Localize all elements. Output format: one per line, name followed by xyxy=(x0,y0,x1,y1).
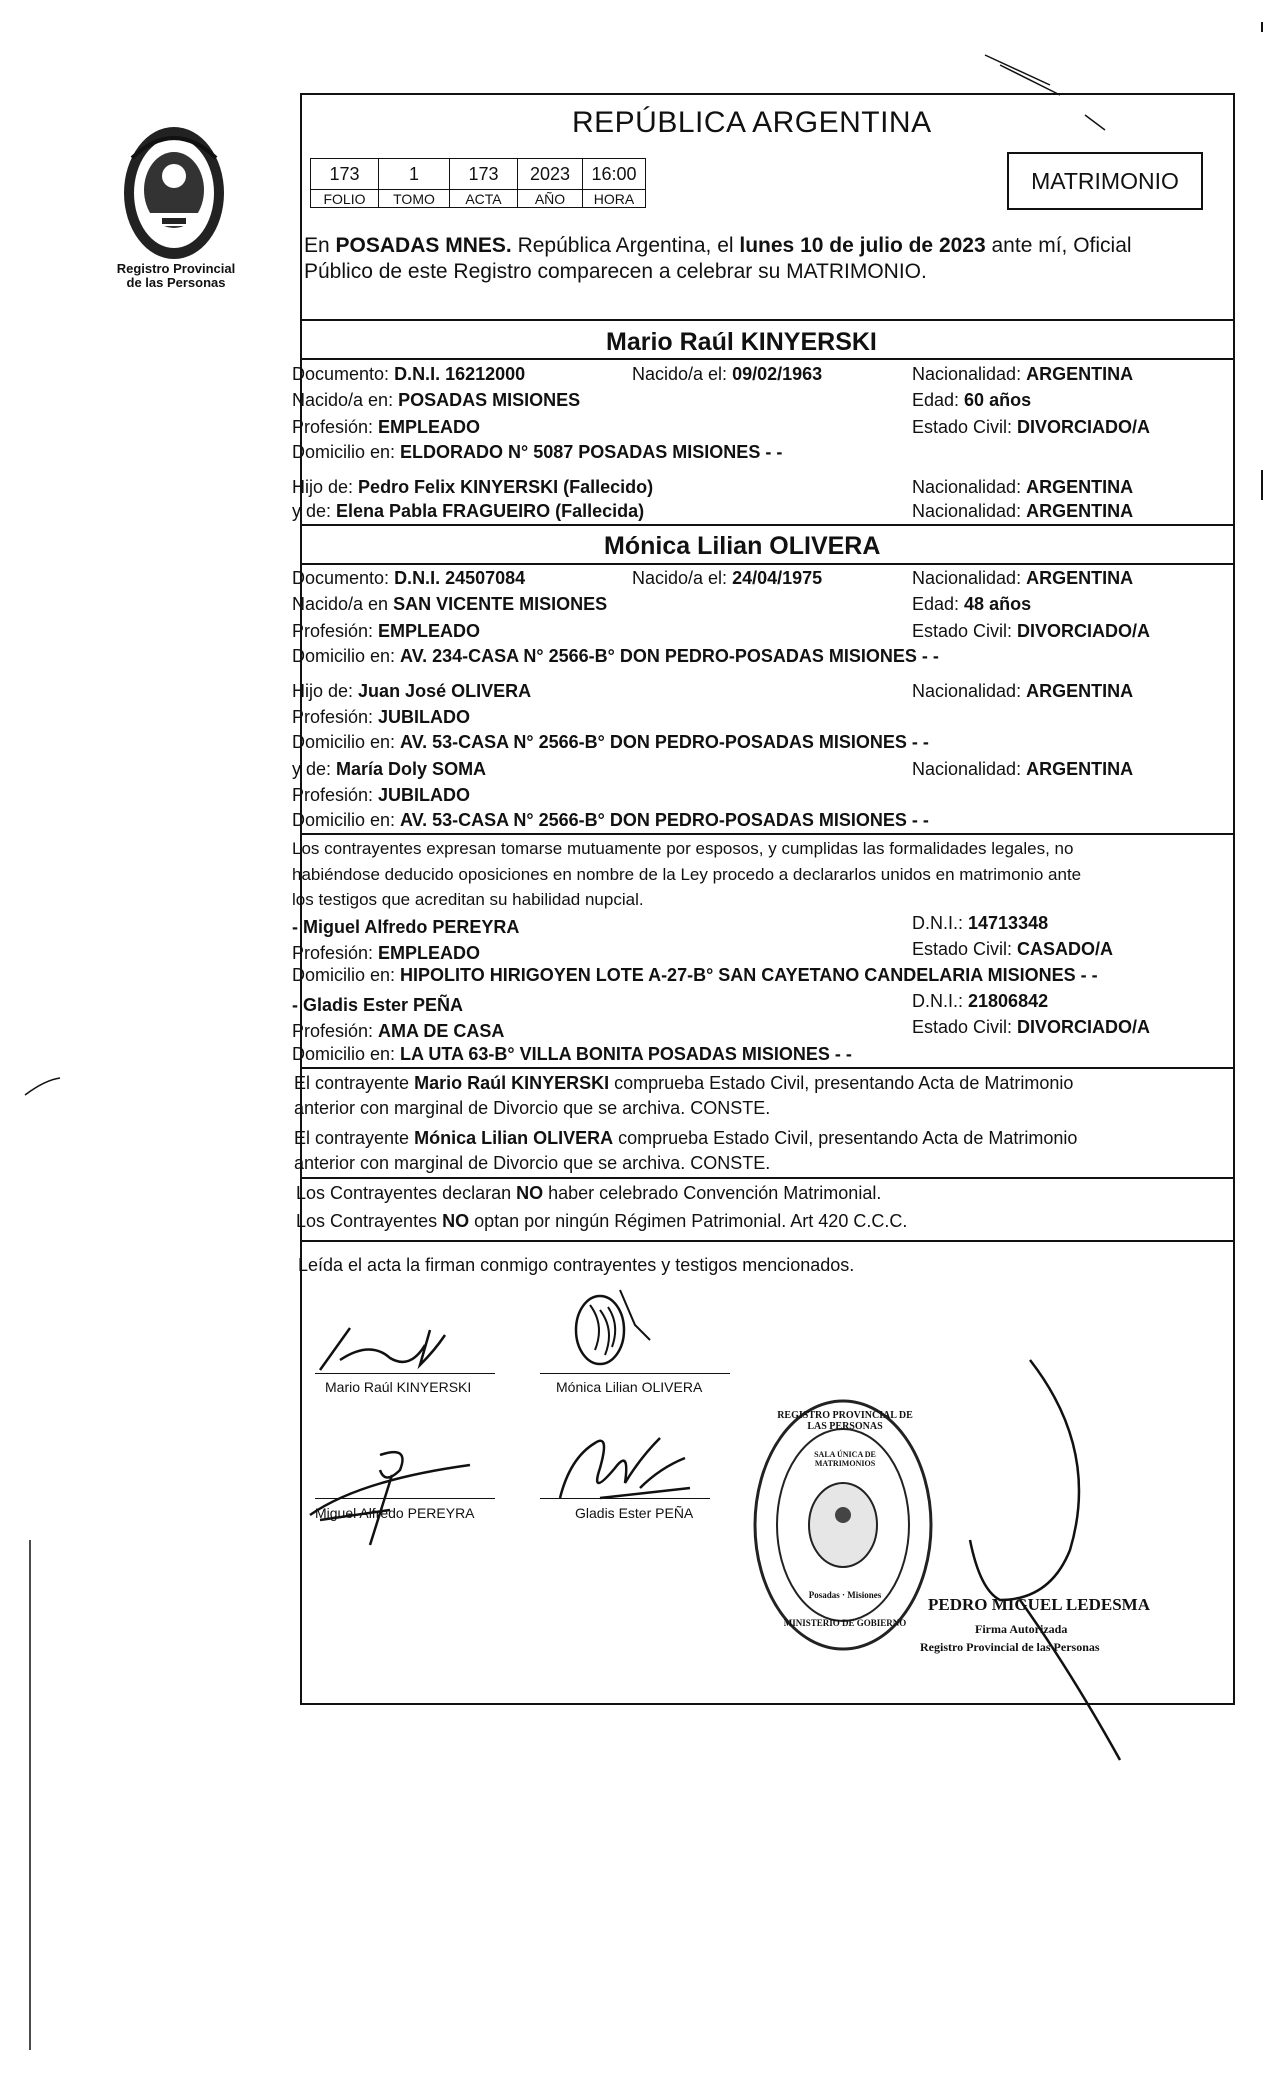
spouse1-address: Domicilio en: ELDORADO N° 5087 POSADAS MISIONES - - xyxy=(292,442,783,462)
regime-line-1: Los Contrayentes declaran NO haber celebrado Convención Matrimonial. xyxy=(296,1183,882,1203)
spouse1-name: Mario Raúl KINYERSKI xyxy=(606,328,877,356)
note2-line-1: El contrayente Mónica Lilian OLIVERA comprueba Estado Civil, presentando Acta de Matrimonio xyxy=(294,1128,1078,1148)
spouse1-age: Edad: 60 años xyxy=(912,390,1032,410)
spouse1-father-nationality: Nacionalidad: ARGENTINA xyxy=(912,477,1134,497)
spouse1-birthplace: Nacido/a en: POSADAS MISIONES xyxy=(292,390,581,410)
seal-city-text: Posadas · Misiones xyxy=(808,1590,882,1600)
seal-outer-text: REGISTRO PROVINCIAL DE LAS PERSONAS xyxy=(777,1410,913,1432)
closing-statement: Leída el acta la firman conmigo contrayentes y testigos mencionados. xyxy=(298,1255,855,1275)
signature-name-2: Mónica Lilian OLIVERA xyxy=(556,1379,703,1395)
folio-value: 173 xyxy=(311,159,379,190)
spouse2-document: Documento: D.N.I. 24507084 xyxy=(292,568,526,588)
spouse2-mother-address: Domicilio en: AV. 53-CASA N° 2566-B° DON PEDRO-POSADAS MISIONES - - xyxy=(292,810,929,830)
spouse2-name: Mónica Lilian OLIVERA xyxy=(604,532,881,560)
witness2-name: - Gladis Ester PEÑA xyxy=(292,995,464,1015)
spouse2-mother-nationality: Nacionalidad: ARGENTINA xyxy=(912,759,1134,779)
intro-place: POSADAS MNES. xyxy=(335,234,512,257)
spouse2-father-address: Domicilio en: AV. 53-CASA N° 2566-B° DON PEDRO-POSADAS MISIONES - - xyxy=(292,732,929,752)
tomo-label: TOMO xyxy=(379,190,450,208)
officer-office: Registro Provincial de las Personas xyxy=(920,1640,1100,1654)
regime-line-2: Los Contrayentes NO optan por ningún Régimen Patrimonial. Art 420 C.C.C. xyxy=(296,1211,908,1231)
spouse2-nationality: Nacionalidad: ARGENTINA xyxy=(912,568,1134,588)
seal-bottom-text: MINISTERIO DE GOBIERNO xyxy=(783,1618,907,1628)
witness1-civil-status: Estado Civil: CASADO/A xyxy=(912,939,1114,959)
hora-label: HORA xyxy=(583,190,646,208)
spouse2-address: Domicilio en: AV. 234-CASA N° 2566-B° DON PEDRO-POSADAS MISIONES - - xyxy=(292,646,939,666)
signature-name-1: Mario Raúl KINYERSKI xyxy=(325,1379,472,1395)
folio-label: FOLIO xyxy=(311,190,379,208)
witness1-profession: Profesión: EMPLEADO xyxy=(292,943,481,963)
witness2-dni: D.N.I.: 21806842 xyxy=(912,991,1049,1011)
spouse2-civil-status: Estado Civil: DIVORCIADO/A xyxy=(912,621,1151,641)
acta-label: ACTA xyxy=(450,190,518,208)
anio-value: 2023 xyxy=(518,159,583,190)
witness1-address: Domicilio en: HIPOLITO HIRIGOYEN LOTE A-27-B° SAN CAYETANO CANDELARIA MISIONES - - xyxy=(292,965,1098,985)
seal-inner-text: SALA ÚNICA DE MATRIMONIOS xyxy=(814,1450,876,1468)
spouse1-mother-nationality: Nacionalidad: ARGENTINA xyxy=(912,501,1134,521)
tomo-value: 1 xyxy=(379,159,450,190)
declaration-line-3: los testigos que acreditan su habilidad nupcial. xyxy=(292,890,644,909)
spouse2-father-profession: Profesión: JUBILADO xyxy=(292,707,471,727)
anio-label: AÑO xyxy=(518,190,583,208)
signature-name-4: Gladis Ester PEÑA xyxy=(575,1505,694,1521)
signature-name-3: Miguel Alfredo PEREYRA xyxy=(315,1505,475,1521)
declaration-line-1: Los contrayentes expresan tomarse mutuamente por esposos, y cumplidas las formalidades legales, no xyxy=(292,839,1074,858)
spouse2-age: Edad: 48 años xyxy=(912,594,1032,614)
spouse2-mother-profession: Profesión: JUBILADO xyxy=(292,785,471,805)
spouse2-profession: Profesión: EMPLEADO xyxy=(292,621,481,641)
witness2-address: Domicilio en: LA UTA 63-B° VILLA BONITA POSADAS MISIONES - - xyxy=(292,1044,852,1064)
intro-date: lunes 10 de julio de 2023 xyxy=(739,234,986,257)
witness1-name: - Miguel Alfredo PEREYRA xyxy=(292,917,520,937)
spouse1-civil-status: Estado Civil: DIVORCIADO/A xyxy=(912,417,1151,437)
intro-line-1: En POSADAS MNES. República Argentina, el lunes 10 de julio de 2023 ante mí, Oficial xyxy=(304,234,1132,257)
logo-caption-line1: Registro Provincial xyxy=(116,261,236,276)
declaration-line-2: habiéndose deducido oposiciones en nombre de la Ley procedo a declararlos unidos en matrimonio ante xyxy=(292,865,1082,884)
note1-line-2: anterior con marginal de Divorcio que se archiva. CONSTE. xyxy=(294,1098,771,1118)
note2-line-2: anterior con marginal de Divorcio que se archiva. CONSTE. xyxy=(294,1153,771,1173)
spouse1-profession: Profesión: EMPLEADO xyxy=(292,417,481,437)
spouse2-father-nationality: Nacionalidad: ARGENTINA xyxy=(912,681,1134,701)
witness2-profession: Profesión: AMA DE CASA xyxy=(292,1021,505,1041)
officer-name: PEDRO MIGUEL LEDESMA xyxy=(928,1595,1150,1614)
spouse1-mother: y de: Elena Pabla FRAGUEIRO (Fallecida) xyxy=(292,501,645,521)
hora-value: 16:00 xyxy=(583,159,646,190)
document-title: REPÚBLICA ARGENTINA xyxy=(572,106,932,139)
witness2-civil-status: Estado Civil: DIVORCIADO/A xyxy=(912,1017,1151,1037)
officer-role: Firma Autorizada xyxy=(975,1622,1068,1636)
spouse2-birthplace: Nacido/a en SAN VICENTE MISIONES xyxy=(292,594,608,614)
document-type-box: MATRIMONIO xyxy=(1007,152,1203,210)
witness1-dni: D.N.I.: 14713348 xyxy=(912,913,1049,933)
spouse1-document: Documento: D.N.I. 16212000 xyxy=(292,364,526,384)
spouse1-father: Hijo de: Pedro Felix KINYERSKI (Fallecido) xyxy=(292,477,654,497)
intro-line-2: Público de este Registro comparecen a celebrar su MATRIMONIO. xyxy=(304,260,927,283)
spouse2-father: Hijo de: Juan José OLIVERA xyxy=(292,681,532,701)
spouse1-nationality: Nacionalidad: ARGENTINA xyxy=(912,364,1134,384)
acta-value: 173 xyxy=(450,159,518,190)
logo-caption-line2: de las Personas xyxy=(126,275,226,290)
spouse2-mother: y de: María Doly SOMA xyxy=(292,759,487,779)
spouse2-birthdate: Nacido/a el: 24/04/1975 xyxy=(632,568,823,588)
spouse1-birthdate: Nacido/a el: 09/02/1963 xyxy=(632,364,823,384)
note1-line-1: El contrayente Mario Raúl KINYERSKI comprueba Estado Civil, presentando Acta de Matrimonio xyxy=(294,1073,1074,1093)
